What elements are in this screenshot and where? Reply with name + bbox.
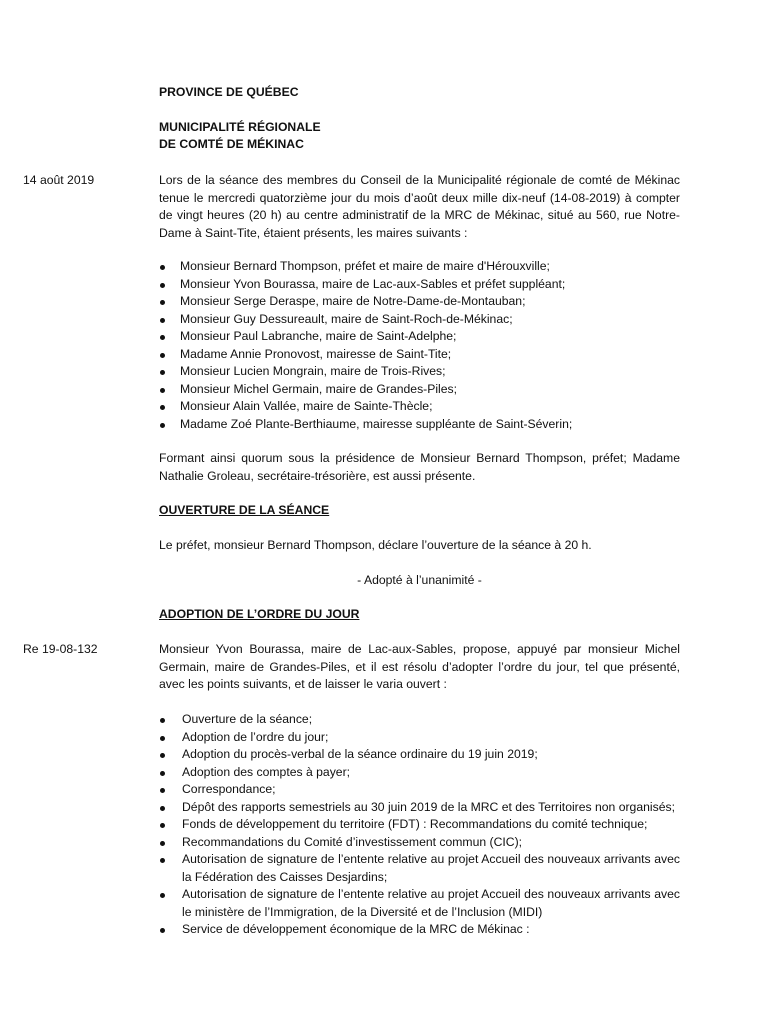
list-item: Dépôt des rapports semestriels au 30 juin 2019 de la MRC et des Territoires non organisés;: [159, 799, 680, 817]
province-heading: PROVINCE DE QUÉBEC: [159, 85, 299, 99]
list-item: Monsieur Alain Vallée, maire de Sainte-Thècle;: [159, 398, 680, 416]
list-item: Monsieur Michel Germain, maire de Grandes-Piles;: [159, 381, 680, 399]
list-item: Madame Zoé Plante-Berthiaume, mairesse suppléante de Saint-Séverin;: [159, 416, 680, 434]
list-item: Monsieur Yvon Bourassa, maire de Lac-aux-Sables et préfet suppléant;: [159, 276, 680, 294]
mrc-heading-line2: DE COMTÉ DE MÉKINAC: [159, 137, 304, 151]
agenda-resolution-paragraph: Monsieur Yvon Bourassa, maire de Lac-aux-Sables, propose, appuyé par monsieur Michel Germain, maire de Grandes-Piles, et il est résolu d’adopter l’ordre du jour, tel que présenté, avec les points suivants, et de laisser le varia ouvert :: [159, 642, 680, 691]
list-item: Autorisation de signature de l’entente relative au projet Accueil des nouveaux arrivants avec la Fédération des Caisses Desjardins;: [159, 851, 680, 886]
mayors-list: [159, 258, 680, 433]
list-item: Adoption des comptes à payer;: [159, 764, 680, 782]
list-item: Correspondance;: [159, 781, 680, 799]
meeting-intro-paragraph: Lors de la séance des membres du Conseil de la Municipalité régionale de comté de Mékinac tenue le mercredi quatorzième jour du mois d’août deux mille dix-neuf (14-08-2019) à compter de vingt heures (20 h) au centre administratif de la MRC de Mékinac, situé au 560, rue Notre-Dame à Saint-Tite, étaient présents, les maires suivants :: [159, 173, 680, 240]
mrc-heading-line1: MUNICIPALITÉ RÉGIONALE: [159, 120, 321, 134]
opening-heading: OUVERTURE DE LA SÉANCE: [159, 503, 330, 517]
list-item: Adoption de l’ordre du jour;: [159, 729, 680, 747]
list-item: Adoption du procès-verbal de la séance ordinaire du 19 juin 2019;: [159, 746, 680, 764]
list-item: Monsieur Lucien Mongrain, maire de Trois-Rives;: [159, 363, 680, 381]
quorum-paragraph: Formant ainsi quorum sous la présidence de Monsieur Bernard Thompson, préfet; Madame Nathalie Groleau, secrétaire-trésorière, est aussi présente.: [159, 451, 680, 483]
opening-text: Le préfet, monsieur Bernard Thompson, déclare l’ouverture de la séance à 20 h.: [159, 538, 592, 552]
list-item: Monsieur Serge Deraspe, maire de Notre-Dame-de-Montauban;: [159, 293, 680, 311]
list-item: Fonds de développement du territoire (FDT) : Recommandations du comité technique;: [159, 816, 680, 834]
list-item: Monsieur Paul Labranche, maire de Saint-Adelphe;: [159, 328, 680, 346]
list-item: Ouverture de la séance;: [159, 711, 680, 729]
list-item: Monsieur Bernard Thompson, préfet et maire de maire d'Hérouxville;: [159, 258, 680, 276]
list-item: Service de développement économique de la MRC de Mékinac :: [159, 921, 680, 939]
opening-adopted-note: - Adopté à l’unanimité -: [357, 573, 482, 587]
list-item: Madame Annie Pronovost, mairesse de Saint-Tite;: [159, 346, 680, 364]
agenda-heading: ADOPTION DE L’ORDRE DU JOUR: [159, 607, 360, 621]
meeting-date-margin: 14 août 2019: [23, 173, 95, 187]
list-item: Recommandations du Comité d’investissement commun (CIC);: [159, 834, 680, 852]
agenda-items-list: [159, 711, 680, 939]
resolution-number-margin: Re 19-08-132: [23, 642, 98, 656]
list-item: Monsieur Guy Dessureault, maire de Saint-Roch-de-Mékinac;: [159, 311, 680, 329]
list-item: Autorisation de signature de l’entente relative au projet Accueil des nouveaux arrivants avec le ministère de l’Immigration, de la Diversité et de l’Inclusion (MIDI): [159, 886, 680, 921]
